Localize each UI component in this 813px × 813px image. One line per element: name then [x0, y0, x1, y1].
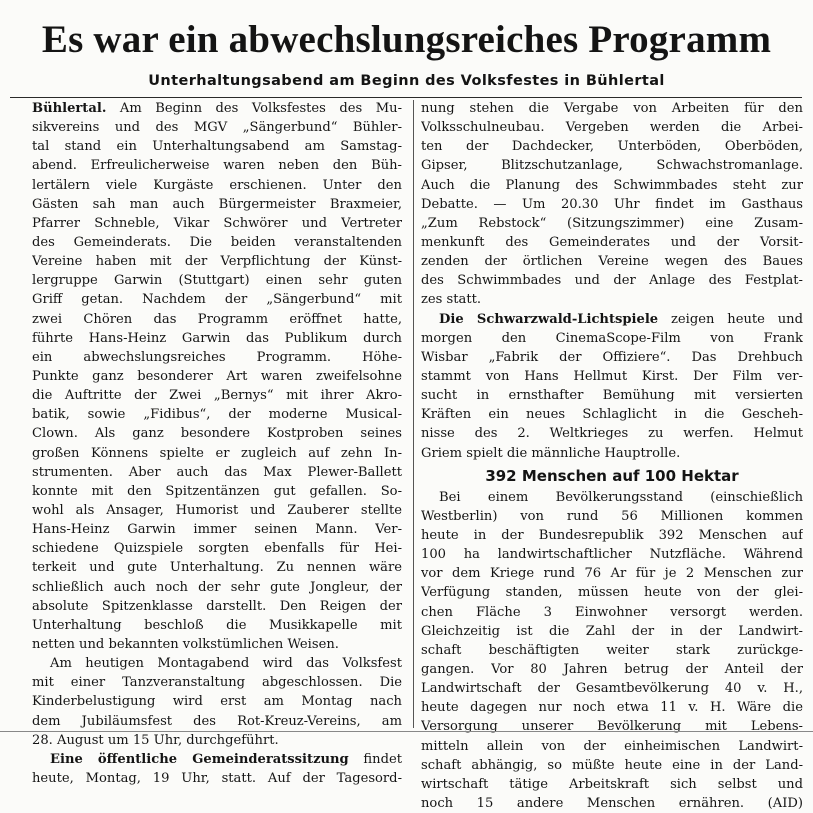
text-line: mitteln allein von der einheimischen Landwirt- — [421, 738, 803, 754]
text-line: sucht in ernsthafter Bemühung mit versierten — [421, 388, 803, 404]
text-line: Verfügung standen, müssen heute von der glei- — [421, 585, 803, 601]
text-line: heute, Montag, 19 Uhr, statt. Auf der Tagesord- — [32, 770, 402, 786]
text-line: Pfarrer Schneble, Vikar Schwörer und Vertreter — [32, 215, 402, 231]
left-column — [32, 99, 402, 788]
text-line: schließlich auch noch der sehr gute Jongleur, der — [32, 579, 402, 595]
text-line: Westberlin) von rund 56 Millionen kommen — [421, 508, 803, 524]
text-line: lergruppe Garwin (Stuttgart) einen sehr guten — [32, 273, 402, 289]
text-line: zenden der örtlichen Vereine wegen des Baues — [421, 254, 803, 270]
text-line: führte Hans-Heinz Garwin das Publikum durch — [32, 330, 402, 346]
text-line: ten der Dachdecker, Unterböden, Oberböden, — [421, 139, 803, 155]
text-line: heute dagegen nur noch etwa 11 v. H. Wäre die — [421, 700, 803, 716]
text-line: Hans-Heinz Garwin immer seinen Mann. Ver- — [32, 522, 402, 538]
text-line: schaft abhängig, so müßte heute eine in der Land- — [421, 757, 803, 773]
text-line: gangen. Vor 80 Jahren betrug der Anteil der — [421, 661, 803, 677]
text-line: menkunft des Gemeinderates und der Vorsit- — [421, 234, 803, 250]
text-line: 100 ha landwirtschaftlicher Nutzfläche. Während — [421, 547, 803, 563]
text-line: stammt von Hans Hellmut Kirst. Der Film ver- — [421, 368, 803, 384]
headline-rule — [10, 97, 802, 98]
text-line: absolute Spitzenklasse darstellt. Den Reigen der — [32, 598, 402, 614]
text-line: des Schwimmbades und der Anlage des Festplat- — [421, 273, 803, 289]
text-line: lertälern viele Kurgäste erschienen. Unter den — [32, 177, 402, 193]
text-line: Wisbar „Fabrik der Offiziere“. Das Drehbuch — [421, 349, 803, 365]
text-line: heute in der Bundesrepublik 392 Menschen auf — [421, 527, 803, 543]
text-line: Gleichzeitig ist die Zahl der in der Landwirt- — [421, 623, 803, 639]
text-line: Am heutigen Montagabend wird das Volksfest — [50, 656, 402, 672]
section-heading: 392 Menschen auf 100 Hektar — [485, 466, 739, 485]
text-line: zwei Chören das Programm eröffnet hatte, — [32, 311, 402, 327]
text-line: Kinderbelustigung wird erst am Montag nach — [32, 694, 402, 710]
text-line: Griem spielt die männliche Hauptrolle. — [421, 445, 681, 461]
text-line: zes statt. — [421, 292, 482, 308]
text-line: mit einer Tanzveranstaltung abgeschlossen. Die — [32, 675, 402, 691]
article-subheadline: Unterhaltungsabend am Beginn des Volksfestes in Bühlertal — [148, 73, 665, 89]
column-divider — [413, 100, 414, 728]
text-line: wohl als Ansager, Humorist und Zauberer stellte — [32, 502, 402, 518]
text-line: sikvereins und des MGV „Sängerbund“ Bühler- — [32, 120, 402, 136]
bold-lead-in: Eine öffentliche Gemeinderatssitzung — [50, 751, 349, 767]
article-headline: Es war ein abwechslungsreiches Programm — [41, 18, 772, 61]
text-line: Gipser, Blitzschutzanlage, Schwachstromanlage. — [421, 158, 803, 174]
text-run: zeigen heute und — [658, 311, 803, 327]
text-line: Volksschulneubau. Vergeben werden die Arbei- — [421, 120, 803, 136]
text-line — [32, 750, 402, 769]
text-line: terkeit und gute Unterhaltung. Zu nennen wäre — [32, 560, 402, 576]
text-line: Versorgung unserer Bevölkerung mit Lebens- — [421, 719, 803, 735]
text-line: Griff getan. Nachdem der „Sängerbund“ mit — [32, 292, 402, 308]
text-line: Punkte ganz besonderer Art waren zweifelsohne — [32, 368, 402, 384]
text-line: Kräften ein neues Schlaglicht in die Gescheh- — [421, 407, 803, 423]
text-line: batik, sowie „Fidibus“, der moderne Musical- — [32, 407, 402, 423]
text-line: chen Fläche 3 Einwohner versorgt werden. — [421, 604, 803, 620]
text-line: schiedene Quizspiele sorgten ebenfalls für Hei- — [32, 541, 402, 557]
text-line: abend. Erfreulicherweise waren neben den Büh- — [32, 158, 402, 174]
text-line: vor dem Kriege rund 76 Ar für je 2 Menschen zur — [421, 566, 803, 582]
text-line: noch 15 andere Menschen ernähren. (AID) — [421, 795, 803, 811]
text-line — [32, 99, 402, 118]
bold-lead-in: Die Schwarzwald-Lichtspiele — [439, 311, 659, 327]
text-run: Am Beginn des Volksfestes des Mu- — [106, 101, 402, 116]
text-line: Bei einem Bevölkerungsstand (einschießlich — [439, 489, 803, 505]
text-line: strumenten. Aber auch das Max Plewer-Ballett — [32, 464, 402, 480]
text-line: tal stand ein Unterhaltungsabend am Samstag- — [32, 139, 402, 155]
text-line: Clown. Als ganz besondere Kostproben seines — [32, 426, 402, 442]
text-line: nung stehen die Vergabe von Arbeiten für den — [421, 101, 803, 116]
text-line: Auch die Planung des Schwimmbades steht zur — [421, 177, 803, 193]
text-line: Gästen sah man auch Bürgermeister Braxmeier, — [32, 196, 402, 212]
text-line: die Auftritte der Zwei „Bernys“ mit ihrer Akro- — [32, 388, 402, 404]
text-line: schaft beschäftigten weiter stark zurückge- — [421, 642, 803, 658]
text-line: Debatte. — Um 20.30 Uhr findet im Gasthaus — [421, 196, 803, 212]
text-line — [421, 310, 803, 329]
text-line: konnte mit den Spitzentänzen gut gefallen. So- — [32, 483, 402, 499]
text-line: ein abwechslungsreiches Programm. Höhe- — [32, 349, 402, 365]
text-line: netten und bekannten volkstümlichen Weisen. — [32, 636, 339, 652]
text-line: wirtschaft tätige Arbeitskraft sich selbst und — [421, 776, 803, 792]
bold-lead-in: Bühlertal. — [32, 101, 107, 116]
text-line: 28. August um 15 Uhr, durchgeführt. — [32, 732, 279, 748]
text-line: nisse des 2. Weltkrieges zu werfen. Helmut — [421, 426, 803, 442]
text-line: morgen den CinemaScope-Film von Frank — [421, 330, 803, 346]
text-line: großen Könnens spielte er zugleich auf zehn In- — [32, 445, 402, 461]
bottom-rule — [0, 731, 813, 732]
text-run: findet — [348, 751, 402, 767]
text-line: dem Jubiläumsfest des Rot-Kreuz-Vereins, am — [32, 713, 402, 729]
text-line: „Zum Rebstock“ (Sitzungszimmer) eine Zusam- — [421, 215, 803, 231]
text-line: des Gemeinderats. Die beiden veranstaltenden — [32, 234, 402, 250]
right-column — [421, 99, 803, 813]
text-line: Landwirtschaft der Gesamtbevölkerung 40 v. H., — [421, 681, 803, 697]
text-line: Vereine haben mit der Verpflichtung der Künst- — [32, 254, 402, 270]
text-line: Unterhaltung beschloß die Musikkapelle mit — [32, 617, 402, 633]
